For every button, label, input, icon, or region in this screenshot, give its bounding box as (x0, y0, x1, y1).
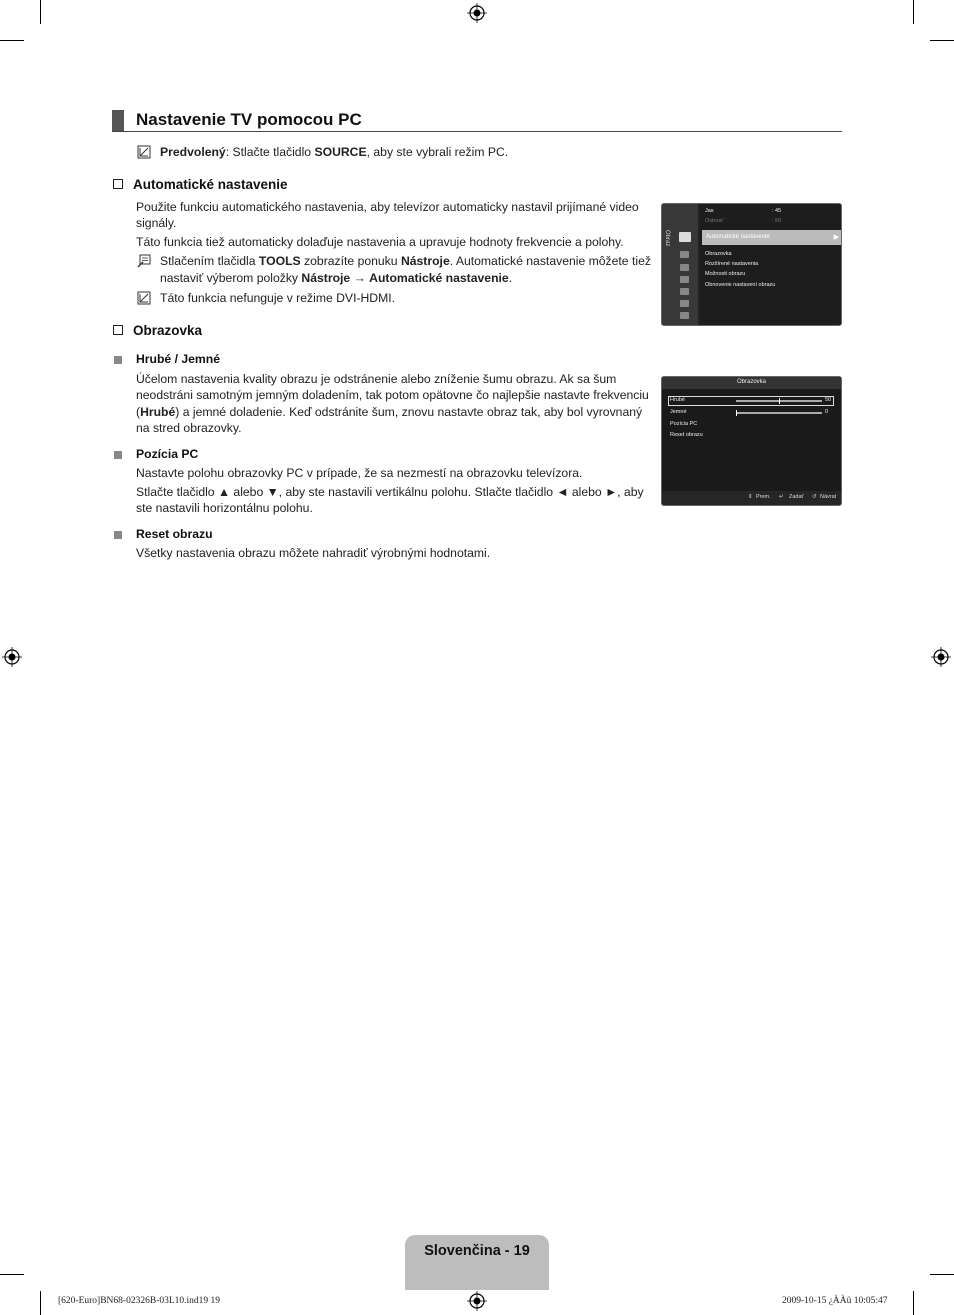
text: zobrazíte ponuku (300, 254, 401, 268)
paragraph: Stlačte tlačidlo ▲ alebo ▼, aby ste nastavili vertikálnu polohu. Stlačte tlačidlo ◄ alebo ►, aby (136, 485, 644, 499)
subheading-hrube: Hrubé / Jemné (136, 352, 220, 366)
crop-mark (913, 0, 914, 24)
menu-item[interactable]: Rozšírené nastavenia (705, 261, 759, 267)
text: ( (136, 405, 141, 419)
text: Stlačením tlačidla (160, 254, 259, 268)
footer-enter: Zadať (789, 494, 804, 500)
note-icon (137, 145, 151, 159)
menu-item[interactable]: Obnovenie nastavení obrazu (705, 282, 776, 288)
paragraph: Táto funkcia tiež automaticky dolaďuje nastavenia a upravuje hodnoty frekvencie a polohy. (136, 235, 624, 249)
menu-item-jas[interactable]: Jas (705, 208, 714, 214)
registration-mark-icon (931, 647, 951, 667)
crop-mark (930, 1274, 954, 1275)
registration-mark-icon (467, 3, 487, 23)
square-bullet (114, 451, 122, 459)
text-bold: Automatické nastavenie (369, 271, 509, 285)
paragraph: Nastavte polohu obrazovky PC v prípade, že sa nezmestí na obrazovku televízora. (136, 466, 583, 480)
square-bullet (114, 356, 122, 364)
arrow-right-icon: ▶ (833, 234, 839, 241)
section-heading-auto (113, 177, 288, 192)
tools-note-line1 (160, 253, 651, 270)
menu-item-reset[interactable]: Reset obrazu (670, 432, 703, 438)
paragraph: ste nastavili horizontálnu polohu. (136, 501, 313, 515)
application-icon (680, 300, 689, 307)
crop-mark (0, 40, 24, 41)
text: . Automatické nastavenie môžete tiež (449, 254, 651, 268)
menu-item-ostrost[interactable]: Ostrosť (705, 218, 724, 224)
crop-mark (930, 40, 954, 41)
paragraph: Všetky nastavenia obrazu môžete nahradiť výrobnými hodnotami. (136, 546, 491, 560)
crop-mark (40, 0, 41, 24)
enter-icon: ↵ (779, 494, 784, 500)
crop-mark (913, 1291, 914, 1315)
page-title: Nastavenie TV pomocou PC (136, 110, 362, 129)
intro-text: : Stlačte tlačidlo (225, 145, 315, 159)
support-icon (680, 312, 689, 319)
text-bold: TOOLS (258, 254, 301, 268)
jemne-slider-track[interactable] (736, 412, 822, 414)
subheading-pozicia: Pozícia PC (136, 447, 199, 461)
registration-mark-icon (2, 647, 22, 667)
menu-header (662, 377, 841, 389)
section-title-bar (112, 110, 842, 132)
subheading-reset: Reset obrazu (136, 527, 213, 541)
text-bold: Hrubé (140, 405, 176, 419)
heading-text: Automatické nastavenie (133, 177, 288, 192)
footer-move: Prem. (756, 494, 771, 500)
footer-timestamp: 2009-10-15 ¿ÀÀü 10:05:47 (782, 1296, 888, 1306)
paragraph: neodstráni samotným jemným doladením, tak potom opätovne čo najlepšie nastavte frekvenciu (136, 388, 649, 402)
text-bold: Nástroje (301, 271, 351, 285)
intro-note (160, 144, 508, 161)
heading-text: Obrazovka (133, 323, 203, 338)
section-heading-obrazovka (113, 323, 202, 338)
paragraph: signály. (136, 216, 177, 230)
picture-icon (679, 232, 691, 242)
menu-item[interactable]: Obrazovka (705, 251, 732, 257)
page-number-tab (405, 1235, 549, 1290)
hrube-slider-handle[interactable] (779, 398, 780, 404)
square-bullet (114, 531, 122, 539)
checkbox-bullet (113, 325, 123, 335)
selected-label: Automatické nastavenie (706, 234, 770, 240)
intro-bold: Predvolený (160, 145, 226, 159)
text: nastaviť výberom položky (160, 271, 302, 285)
menu-item-hrube[interactable]: Hrubé (670, 397, 685, 403)
footer-return: Návrat (820, 494, 837, 500)
menu-item[interactable]: Možnosti obrazu (705, 271, 746, 277)
footer-file-info: [620-Euro]BN68-02326B-03L10.ind19 19 (58, 1296, 221, 1306)
input-icon (680, 288, 689, 295)
menu-sidebar (662, 204, 698, 325)
menu-item-jemne[interactable]: Jemné (670, 409, 687, 415)
page-number: Slovenčina - 19 (424, 1243, 530, 1259)
note-dvi: Táto funkcia nefunguje v režime DVI-HDMI. (160, 291, 396, 305)
paragraph: Použite funkciu automatického nastavenia, aby televízor automaticky nastavil prijímané video (136, 200, 639, 214)
intro-text: , aby ste vybrali režim PC. (366, 145, 509, 159)
menu-value-ostrost: : 50 (772, 218, 782, 224)
paragraph: Účelom nastavenia kvality obrazu je odstránenie alebo zníženie šumu obrazu. Ak sa šum (136, 372, 617, 386)
text: ) a jemné doladenie. Keď odstránite šum, znovu nastavte obraz tak, aby bol vyrovnaný (175, 405, 643, 419)
menu-item-pozicia[interactable]: Pozícia PC (670, 421, 698, 427)
menu-header-title: Obrazovka (736, 379, 766, 385)
note-icon (137, 291, 151, 305)
tv-menu-picture (661, 203, 842, 326)
sound-icon (680, 251, 689, 258)
channel-icon (680, 264, 689, 271)
setup-icon (680, 276, 689, 283)
paragraph: na stred obrazovky. (136, 421, 242, 435)
paragraph (136, 404, 642, 421)
crop-mark (40, 1291, 41, 1315)
jemne-value: 0 (825, 409, 829, 415)
sidebar-label: Obraz (664, 230, 670, 247)
crop-mark (0, 1274, 24, 1275)
move-icon: ⇕ (748, 494, 753, 500)
checkbox-bullet (113, 179, 123, 189)
menu-item-selected[interactable] (702, 230, 842, 245)
text-bold: Nástroje (400, 254, 450, 268)
intro-bold: SOURCE (314, 145, 367, 159)
menu-footer (662, 491, 841, 505)
title-block-marker (112, 110, 124, 131)
hrube-value: 50 (825, 397, 832, 403)
text: → (350, 271, 370, 285)
text: . (508, 271, 513, 285)
jemne-slider-handle[interactable] (736, 410, 737, 416)
registration-mark-icon (467, 1291, 487, 1311)
tv-menu-obrazovka (661, 376, 842, 506)
tools-note-line2 (160, 270, 512, 287)
tools-icon (137, 254, 151, 268)
return-icon: ↺ (812, 494, 817, 500)
menu-value-jas: : 45 (772, 208, 782, 214)
